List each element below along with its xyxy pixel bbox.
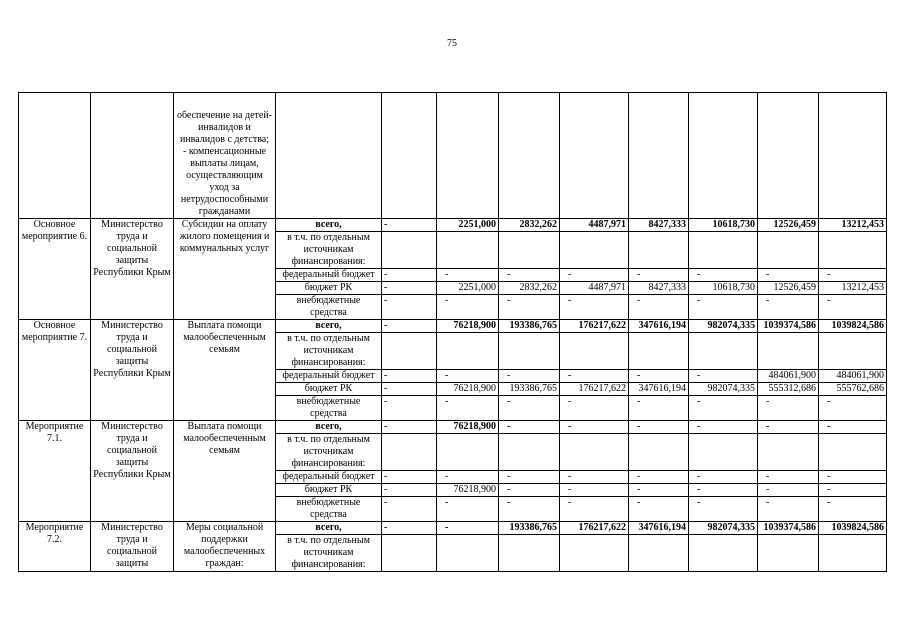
- table-row: [19, 421, 887, 434]
- amount-cell: 76218,900: [437, 484, 499, 497]
- amount-cell: [689, 232, 758, 269]
- amount-cell: [819, 434, 887, 471]
- amount-cell: 13212,453: [819, 219, 887, 232]
- amount-cell: -: [689, 269, 758, 282]
- amount-cell: 193386,765: [499, 383, 560, 396]
- amount-cell: [437, 434, 499, 471]
- amount-cell: 1039374,586: [758, 320, 819, 333]
- amount-cell: [382, 232, 437, 269]
- amount-cell: [499, 434, 560, 471]
- amount-cell: -: [382, 282, 437, 295]
- amount-cell: 1039824,586: [819, 320, 887, 333]
- amount-cell: 176217,622: [560, 320, 629, 333]
- amount-cell: -: [629, 421, 689, 434]
- table-row: [19, 522, 887, 535]
- amount-cell: -: [437, 522, 499, 535]
- table-row: [19, 93, 887, 219]
- empty-cell: [758, 93, 819, 219]
- executor-cell: Министерство труда и социальной защиты Республики Крым: [91, 219, 174, 320]
- amount-cell: [437, 535, 499, 572]
- amount-cell: -: [382, 522, 437, 535]
- amount-cell: -: [382, 320, 437, 333]
- amount-cell: 76218,900: [437, 421, 499, 434]
- funding-source-cell: бюджет РК: [276, 383, 382, 396]
- funding-source-cell: бюджет РК: [276, 484, 382, 497]
- amount-cell: 484061,900: [758, 370, 819, 383]
- amount-cell: -: [758, 396, 819, 421]
- amount-cell: 555762,686: [819, 383, 887, 396]
- empty-cell: [629, 93, 689, 219]
- amount-cell: -: [499, 269, 560, 282]
- amount-cell: -: [689, 484, 758, 497]
- amount-cell: -: [629, 497, 689, 522]
- amount-cell: -: [819, 471, 887, 484]
- amount-cell: -: [382, 396, 437, 421]
- amount-cell: [758, 434, 819, 471]
- funding-source-cell: в т.ч. по отдельным источникам финансирования:: [276, 333, 382, 370]
- amount-cell: 76218,900: [437, 320, 499, 333]
- funding-source-cell: всего,: [276, 320, 382, 333]
- amount-cell: -: [382, 383, 437, 396]
- amount-cell: 13212,453: [819, 282, 887, 295]
- amount-cell: -: [629, 269, 689, 282]
- amount-cell: -: [382, 295, 437, 320]
- amount-cell: [689, 535, 758, 572]
- amount-cell: 12526,459: [758, 219, 819, 232]
- amount-cell: [499, 333, 560, 370]
- amount-cell: 193386,765: [499, 320, 560, 333]
- amount-cell: -: [629, 471, 689, 484]
- amount-cell: -: [689, 295, 758, 320]
- amount-cell: -: [560, 269, 629, 282]
- amount-cell: [629, 434, 689, 471]
- amount-cell: -: [758, 484, 819, 497]
- amount-cell: -: [758, 471, 819, 484]
- amount-cell: 12526,459: [758, 282, 819, 295]
- funding-source-cell: внебюджетные средства: [276, 497, 382, 522]
- amount-cell: -: [819, 484, 887, 497]
- amount-cell: [689, 434, 758, 471]
- amount-cell: -: [437, 295, 499, 320]
- measure-description-cell: обеспечение на детей-инвалидов и инвалидов с детства; - компенсационные выплаты лицам, осуществляющим уход за нетрудоспособными гражданами: [174, 93, 276, 219]
- amount-cell: [629, 535, 689, 572]
- amount-cell: 10618,730: [689, 219, 758, 232]
- amount-cell: [629, 333, 689, 370]
- budget-table: [18, 92, 887, 572]
- amount-cell: -: [437, 269, 499, 282]
- measure-name-cell: Мероприятие 7.2.: [19, 522, 91, 572]
- amount-cell: [499, 232, 560, 269]
- amount-cell: -: [689, 471, 758, 484]
- funding-source-cell: федеральный бюджет: [276, 269, 382, 282]
- funding-source-cell: в т.ч. по отдельным источникам финансирования:: [276, 434, 382, 471]
- empty-cell: [19, 93, 91, 219]
- amount-cell: 2251,000: [437, 219, 499, 232]
- amount-cell: 1039824,586: [819, 522, 887, 535]
- amount-cell: -: [382, 219, 437, 232]
- amount-cell: -: [560, 497, 629, 522]
- amount-cell: 2832,262: [499, 282, 560, 295]
- funding-source-cell: внебюджетные средства: [276, 295, 382, 320]
- amount-cell: -: [499, 421, 560, 434]
- amount-cell: 76218,900: [437, 383, 499, 396]
- amount-cell: -: [499, 295, 560, 320]
- empty-cell: [91, 93, 174, 219]
- amount-cell: -: [629, 295, 689, 320]
- amount-cell: -: [689, 370, 758, 383]
- funding-source-cell: всего,: [276, 522, 382, 535]
- amount-cell: 347616,194: [629, 320, 689, 333]
- empty-cell: [819, 93, 887, 219]
- funding-source-cell: в т.ч. по отдельным источникам финансирования:: [276, 535, 382, 572]
- measure-description-cell: Субсидии на оплату жилого помещения и коммунальных услуг: [174, 219, 276, 320]
- executor-cell: Министерство труда и социальной защиты Республики Крым: [91, 421, 174, 522]
- amount-cell: [560, 232, 629, 269]
- empty-cell: [560, 93, 629, 219]
- page-number: 75: [447, 38, 457, 49]
- amount-cell: 484061,900: [819, 370, 887, 383]
- funding-source-cell: федеральный бюджет: [276, 471, 382, 484]
- amount-cell: -: [382, 484, 437, 497]
- amount-cell: [560, 535, 629, 572]
- amount-cell: [758, 232, 819, 269]
- amount-cell: -: [437, 471, 499, 484]
- amount-cell: 982074,335: [689, 522, 758, 535]
- amount-cell: 2832,262: [499, 219, 560, 232]
- funding-source-cell: бюджет РК: [276, 282, 382, 295]
- table-row: [19, 320, 887, 333]
- empty-cell: [499, 93, 560, 219]
- amount-cell: 4487,971: [560, 282, 629, 295]
- amount-cell: -: [382, 370, 437, 383]
- amount-cell: -: [819, 269, 887, 282]
- amount-cell: -: [819, 497, 887, 522]
- amount-cell: -: [629, 484, 689, 497]
- amount-cell: [437, 232, 499, 269]
- amount-cell: 4487,971: [560, 219, 629, 232]
- amount-cell: [819, 535, 887, 572]
- amount-cell: -: [560, 484, 629, 497]
- amount-cell: -: [437, 370, 499, 383]
- amount-cell: -: [382, 421, 437, 434]
- amount-cell: 982074,335: [689, 320, 758, 333]
- amount-cell: 193386,765: [499, 522, 560, 535]
- amount-cell: -: [499, 370, 560, 383]
- amount-cell: -: [758, 421, 819, 434]
- amount-cell: -: [437, 497, 499, 522]
- amount-cell: 8427,333: [629, 219, 689, 232]
- amount-cell: [382, 434, 437, 471]
- amount-cell: [499, 535, 560, 572]
- measure-description-cell: Меры социальной поддержки малообеспеченных граждан:: [174, 522, 276, 572]
- amount-cell: [819, 232, 887, 269]
- funding-source-cell: в т.ч. по отдельным источникам финансирования:: [276, 232, 382, 269]
- amount-cell: -: [560, 295, 629, 320]
- amount-cell: 347616,194: [629, 522, 689, 535]
- executor-cell: Министерство труда и социальной защиты Республики Крым: [91, 320, 174, 421]
- funding-source-cell: внебюджетные средства: [276, 396, 382, 421]
- amount-cell: -: [689, 396, 758, 421]
- amount-cell: 8427,333: [629, 282, 689, 295]
- measure-name-cell: Основное мероприятие 7.: [19, 320, 91, 421]
- amount-cell: -: [499, 471, 560, 484]
- amount-cell: -: [758, 497, 819, 522]
- amount-cell: [560, 333, 629, 370]
- amount-cell: -: [689, 497, 758, 522]
- amount-cell: -: [560, 421, 629, 434]
- measure-description-cell: Выплата помощи малообеспеченным семьям: [174, 421, 276, 522]
- amount-cell: 176217,622: [560, 522, 629, 535]
- empty-cell: [689, 93, 758, 219]
- measure-description-cell: Выплата помощи малообеспеченным семьям: [174, 320, 276, 421]
- funding-source-cell: федеральный бюджет: [276, 370, 382, 383]
- amount-cell: -: [758, 295, 819, 320]
- amount-cell: -: [819, 421, 887, 434]
- empty-cell: [276, 93, 382, 219]
- amount-cell: 2251,000: [437, 282, 499, 295]
- amount-cell: -: [819, 295, 887, 320]
- amount-cell: -: [499, 484, 560, 497]
- amount-cell: [382, 535, 437, 572]
- amount-cell: -: [560, 370, 629, 383]
- amount-cell: [437, 333, 499, 370]
- amount-cell: -: [437, 396, 499, 421]
- empty-cell: [437, 93, 499, 219]
- amount-cell: [689, 333, 758, 370]
- amount-cell: [758, 333, 819, 370]
- amount-cell: -: [629, 396, 689, 421]
- amount-cell: -: [629, 370, 689, 383]
- amount-cell: [629, 232, 689, 269]
- amount-cell: -: [499, 396, 560, 421]
- table-row: [19, 219, 887, 232]
- amount-cell: -: [499, 497, 560, 522]
- executor-cell: Министерство труда и социальной защиты: [91, 522, 174, 572]
- amount-cell: 1039374,586: [758, 522, 819, 535]
- funding-source-cell: всего,: [276, 421, 382, 434]
- amount-cell: -: [382, 497, 437, 522]
- amount-cell: -: [560, 396, 629, 421]
- measure-name-cell: Основное мероприятие 6.: [19, 219, 91, 320]
- funding-source-cell: всего,: [276, 219, 382, 232]
- amount-cell: -: [819, 396, 887, 421]
- amount-cell: [382, 333, 437, 370]
- amount-cell: 176217,622: [560, 383, 629, 396]
- amount-cell: -: [758, 269, 819, 282]
- amount-cell: 347616,194: [629, 383, 689, 396]
- amount-cell: -: [382, 471, 437, 484]
- amount-cell: [560, 434, 629, 471]
- empty-cell: [382, 93, 437, 219]
- amount-cell: 10618,730: [689, 282, 758, 295]
- amount-cell: [758, 535, 819, 572]
- amount-cell: -: [689, 421, 758, 434]
- amount-cell: -: [382, 269, 437, 282]
- measure-name-cell: Мероприятие 7.1.: [19, 421, 91, 522]
- amount-cell: [819, 333, 887, 370]
- amount-cell: 555312,686: [758, 383, 819, 396]
- amount-cell: 982074,335: [689, 383, 758, 396]
- amount-cell: -: [560, 471, 629, 484]
